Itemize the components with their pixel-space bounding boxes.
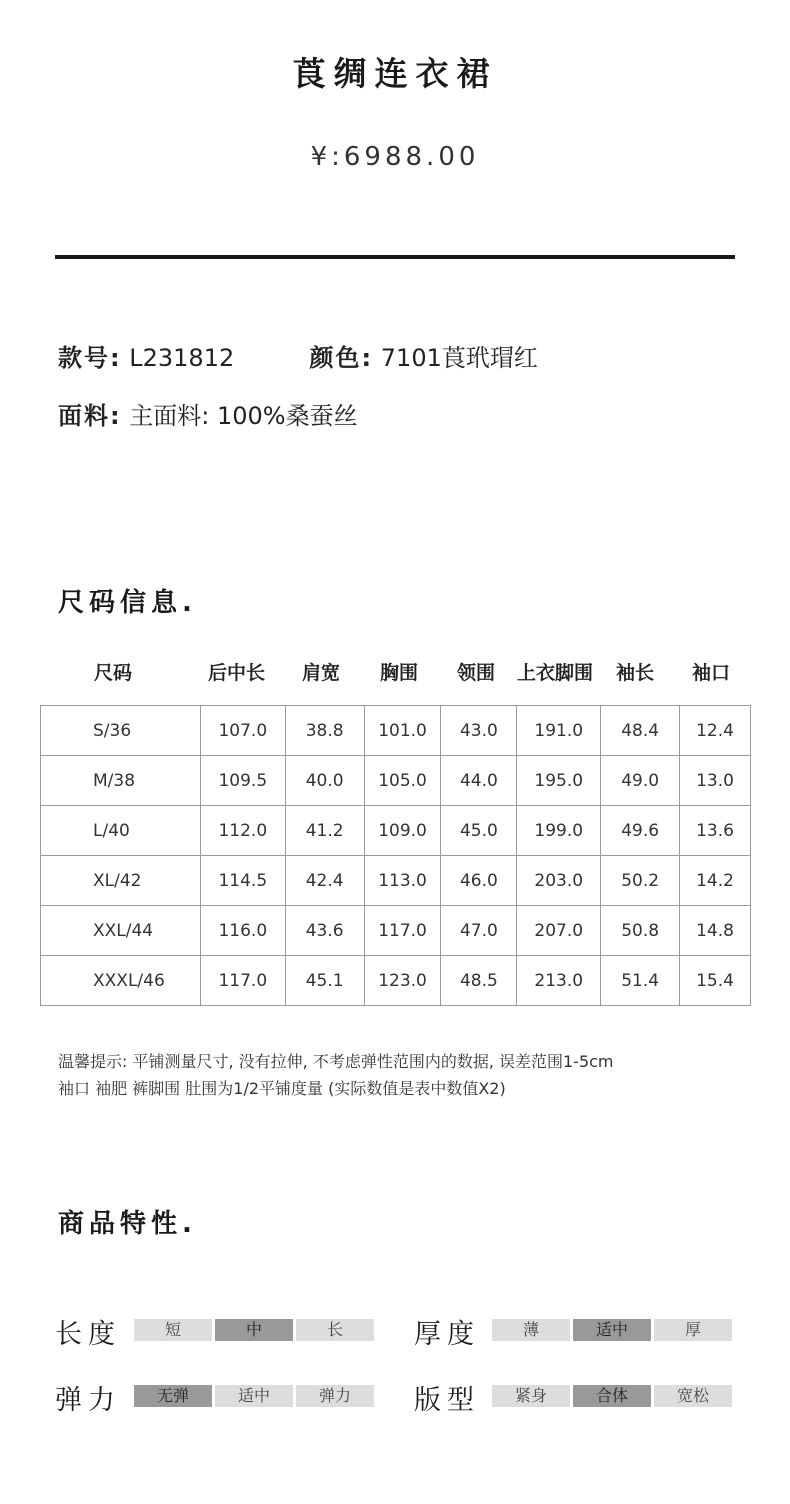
measure-cell: 48.5 <box>441 956 517 1006</box>
product-title: 莨绸连衣裙 <box>292 54 498 93</box>
color-value: 7101莨玳瑁红 <box>380 344 538 372</box>
measure-cell: 44.0 <box>441 756 517 806</box>
length-option-long: 长 <box>296 1319 374 1341</box>
measure-cell: 49.0 <box>601 756 680 806</box>
measure-cell: 45.1 <box>285 956 364 1006</box>
elasticity-label: 弹力 <box>55 1385 121 1416</box>
measure-cell: 50.8 <box>601 906 680 956</box>
measure-cell: 195.0 <box>517 756 601 806</box>
measure-cell: 50.2 <box>601 856 680 906</box>
measure-cell: 113.0 <box>364 856 441 906</box>
table-row <box>41 856 751 906</box>
measure-cell: 49.6 <box>601 806 680 856</box>
measure-cell: 15.4 <box>680 956 751 1006</box>
measure-cell: 109.5 <box>200 756 285 806</box>
header-sleeve-length: 袖长 <box>616 662 655 684</box>
features-section-title: 商品特性. <box>58 1209 197 1239</box>
fabric-value: 主面料: 100%桑蚕丝 <box>129 402 358 430</box>
measure-cell: 117.0 <box>200 956 285 1006</box>
thickness-option-thin: 薄 <box>492 1319 570 1341</box>
measure-cell: 109.0 <box>364 806 441 856</box>
product-price: ¥:6988.00 <box>310 142 480 172</box>
measure-cell: 107.0 <box>200 706 285 756</box>
measure-cell: 12.4 <box>680 706 751 756</box>
thickness-option-medium: 适中 <box>573 1319 651 1341</box>
measure-cell: 14.8 <box>680 906 751 956</box>
measure-cell: 51.4 <box>601 956 680 1006</box>
elasticity-option-none: 无弹 <box>134 1385 212 1407</box>
header-cuff: 袖口 <box>692 662 731 684</box>
measure-cell: 43.0 <box>441 706 517 756</box>
measure-cell: 101.0 <box>364 706 441 756</box>
thickness-label: 厚度 <box>414 1319 480 1350</box>
measure-cell: 40.0 <box>285 756 364 806</box>
fit-option-tight: 紧身 <box>492 1385 570 1407</box>
size-cell: XXL/44 <box>41 906 201 956</box>
size-section-title: 尺码信息. <box>58 588 197 618</box>
style-label: 款号: <box>58 344 122 372</box>
header-divider <box>55 255 735 259</box>
measure-cell: 123.0 <box>364 956 441 1006</box>
table-row <box>41 956 751 1006</box>
length-option-medium: 中 <box>215 1319 293 1341</box>
size-cell: S/36 <box>41 706 201 756</box>
measure-cell: 199.0 <box>517 806 601 856</box>
measure-cell: 43.6 <box>285 906 364 956</box>
size-table-body <box>41 706 751 1006</box>
fit-label: 版型 <box>414 1385 480 1416</box>
header-back-length: 后中长 <box>208 662 266 684</box>
measure-cell: 116.0 <box>200 906 285 956</box>
size-table-header <box>40 658 751 684</box>
measure-cell: 45.0 <box>441 806 517 856</box>
elasticity-option-stretch: 弹力 <box>296 1385 374 1407</box>
header-hem: 上衣脚围 <box>517 662 594 684</box>
style-value: L231812 <box>129 344 235 372</box>
measure-cell: 207.0 <box>517 906 601 956</box>
size-cell: XXXL/46 <box>41 956 201 1006</box>
color-label: 颜色: <box>309 344 374 372</box>
measure-cell: 47.0 <box>441 906 517 956</box>
measure-cell: 41.2 <box>285 806 364 856</box>
length-option-short: 短 <box>134 1319 212 1341</box>
measure-cell: 105.0 <box>364 756 441 806</box>
measure-cell: 14.2 <box>680 856 751 906</box>
size-table <box>40 705 751 1006</box>
measure-cell: 203.0 <box>517 856 601 906</box>
measure-cell: 42.4 <box>285 856 364 906</box>
table-row <box>41 806 751 856</box>
measure-cell: 46.0 <box>441 856 517 906</box>
thickness-option-thick: 厚 <box>654 1319 732 1341</box>
fabric-line <box>58 396 358 431</box>
table-row <box>41 756 751 806</box>
measure-cell: 13.6 <box>680 806 751 856</box>
measure-cell: 213.0 <box>517 956 601 1006</box>
size-cell: XL/42 <box>41 856 201 906</box>
header-size: 尺码 <box>94 662 133 684</box>
table-row <box>41 706 751 756</box>
fit-option-loose: 宽松 <box>654 1385 732 1407</box>
style-color-line <box>58 338 538 373</box>
size-note-line-1: 温馨提示: 平铺测量尺寸, 没有拉伸, 不考虑弹性范围内的数据, 误差范围1-5cm <box>58 1052 614 1071</box>
header-shoulder: 肩宽 <box>302 662 341 684</box>
measure-cell: 112.0 <box>200 806 285 856</box>
measure-cell: 38.8 <box>285 706 364 756</box>
measure-cell: 48.4 <box>601 706 680 756</box>
size-note-line-2: 袖口 袖肥 裤脚围 肚围为1/2平铺度量 (实际数值是表中数值X2) <box>58 1079 506 1098</box>
length-label: 长度 <box>55 1319 121 1350</box>
size-cell: M/38 <box>41 756 201 806</box>
measure-cell: 191.0 <box>517 706 601 756</box>
fit-option-regular: 合体 <box>573 1385 651 1407</box>
elasticity-option-medium: 适中 <box>215 1385 293 1407</box>
header-neck: 领围 <box>457 662 496 684</box>
table-row <box>41 906 751 956</box>
measure-cell: 117.0 <box>364 906 441 956</box>
measure-cell: 114.5 <box>200 856 285 906</box>
measure-cell: 13.0 <box>680 756 751 806</box>
size-cell: L/40 <box>41 806 201 856</box>
header-chest: 胸围 <box>380 662 419 684</box>
fabric-label: 面料: <box>58 402 122 430</box>
